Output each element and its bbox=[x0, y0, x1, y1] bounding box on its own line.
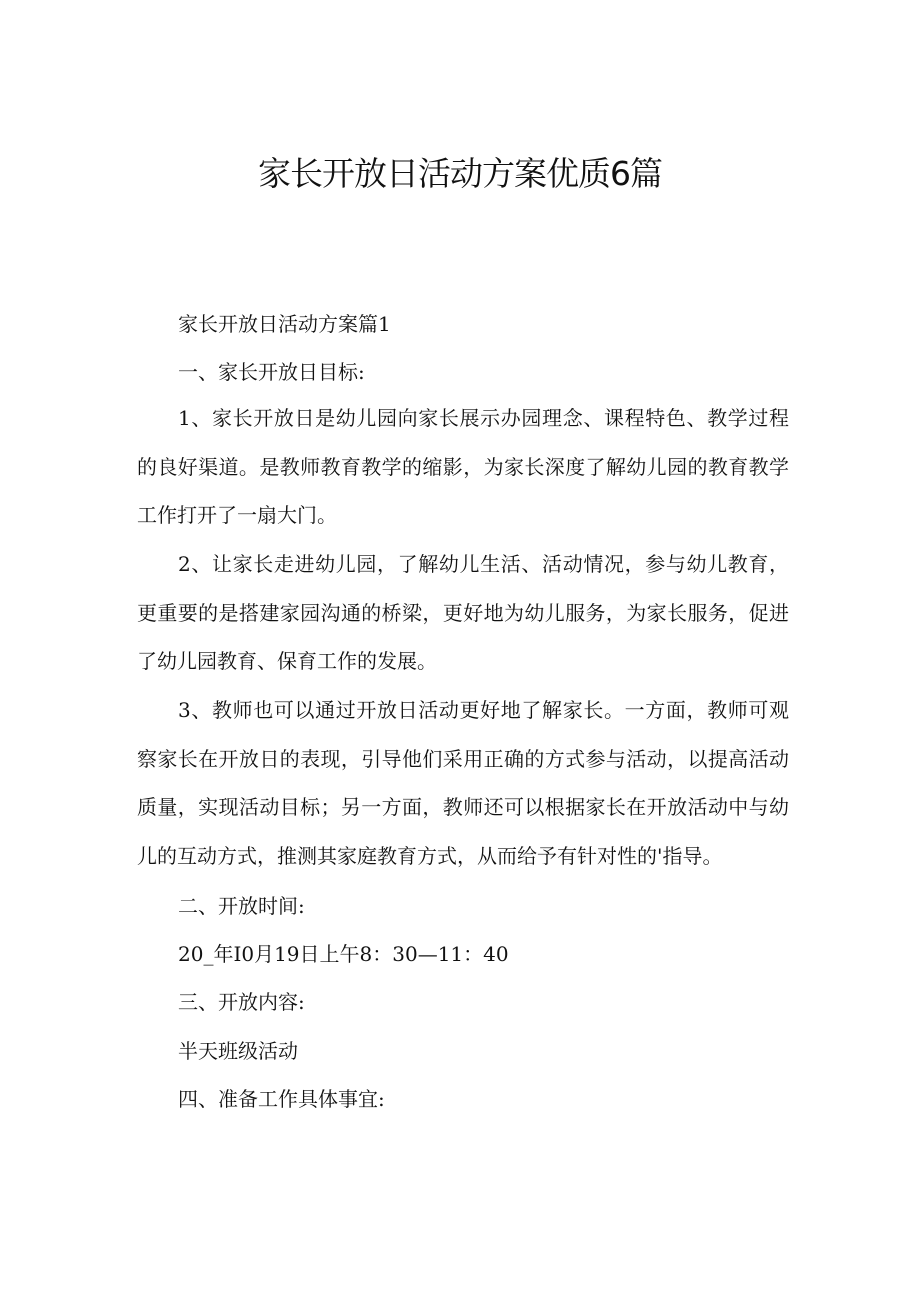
plan-subtitle: 家长开放日活动方案篇1 bbox=[178, 312, 391, 336]
section-heading-time: 二、开放时间: bbox=[178, 894, 305, 918]
section-heading-goals: 一、家长开放日目标: bbox=[178, 360, 365, 384]
paragraph-goal-1: 1、家长开放日是幼儿园向家长展示办园理念、课程特色、教学过程的良好渠道。是教师教育教学的缩影，为家长深度了解幼儿园的教育教学工作打开了一扇大门。 bbox=[137, 406, 789, 527]
content-text: 半天班级活动 bbox=[178, 1039, 298, 1063]
section-heading-content: 三、开放内容: bbox=[178, 990, 305, 1014]
document-title: 家长开放日活动方案优质6篇 bbox=[258, 154, 662, 193]
open-time-text: 20_年I0月19日上午8：30—11：40 bbox=[178, 942, 509, 966]
section-heading-preparation: 四、准备工作具体事宜: bbox=[178, 1087, 385, 1111]
paragraph-goal-2: 2、让家长走进幼儿园，了解幼儿生活、活动情况，参与幼儿教育，更重要的是搭建家园沟通的桥梁，更好地为幼儿服务，为家长服务，促进了幼儿园教育、保育工作的发展。 bbox=[137, 552, 789, 673]
paragraph-goal-3: 3、教师也可以通过开放日活动更好地了解家长。一方面，教师可观察家长在开放日的表现，引导他们采用正确的方式参与活动，以提高活动质量，实现活动目标；另一方面，教师还可以根据家长在开放活动中与幼儿的互动方式，推测其家庭教育方式，从而给予有针对性的'指导。 bbox=[137, 698, 789, 868]
